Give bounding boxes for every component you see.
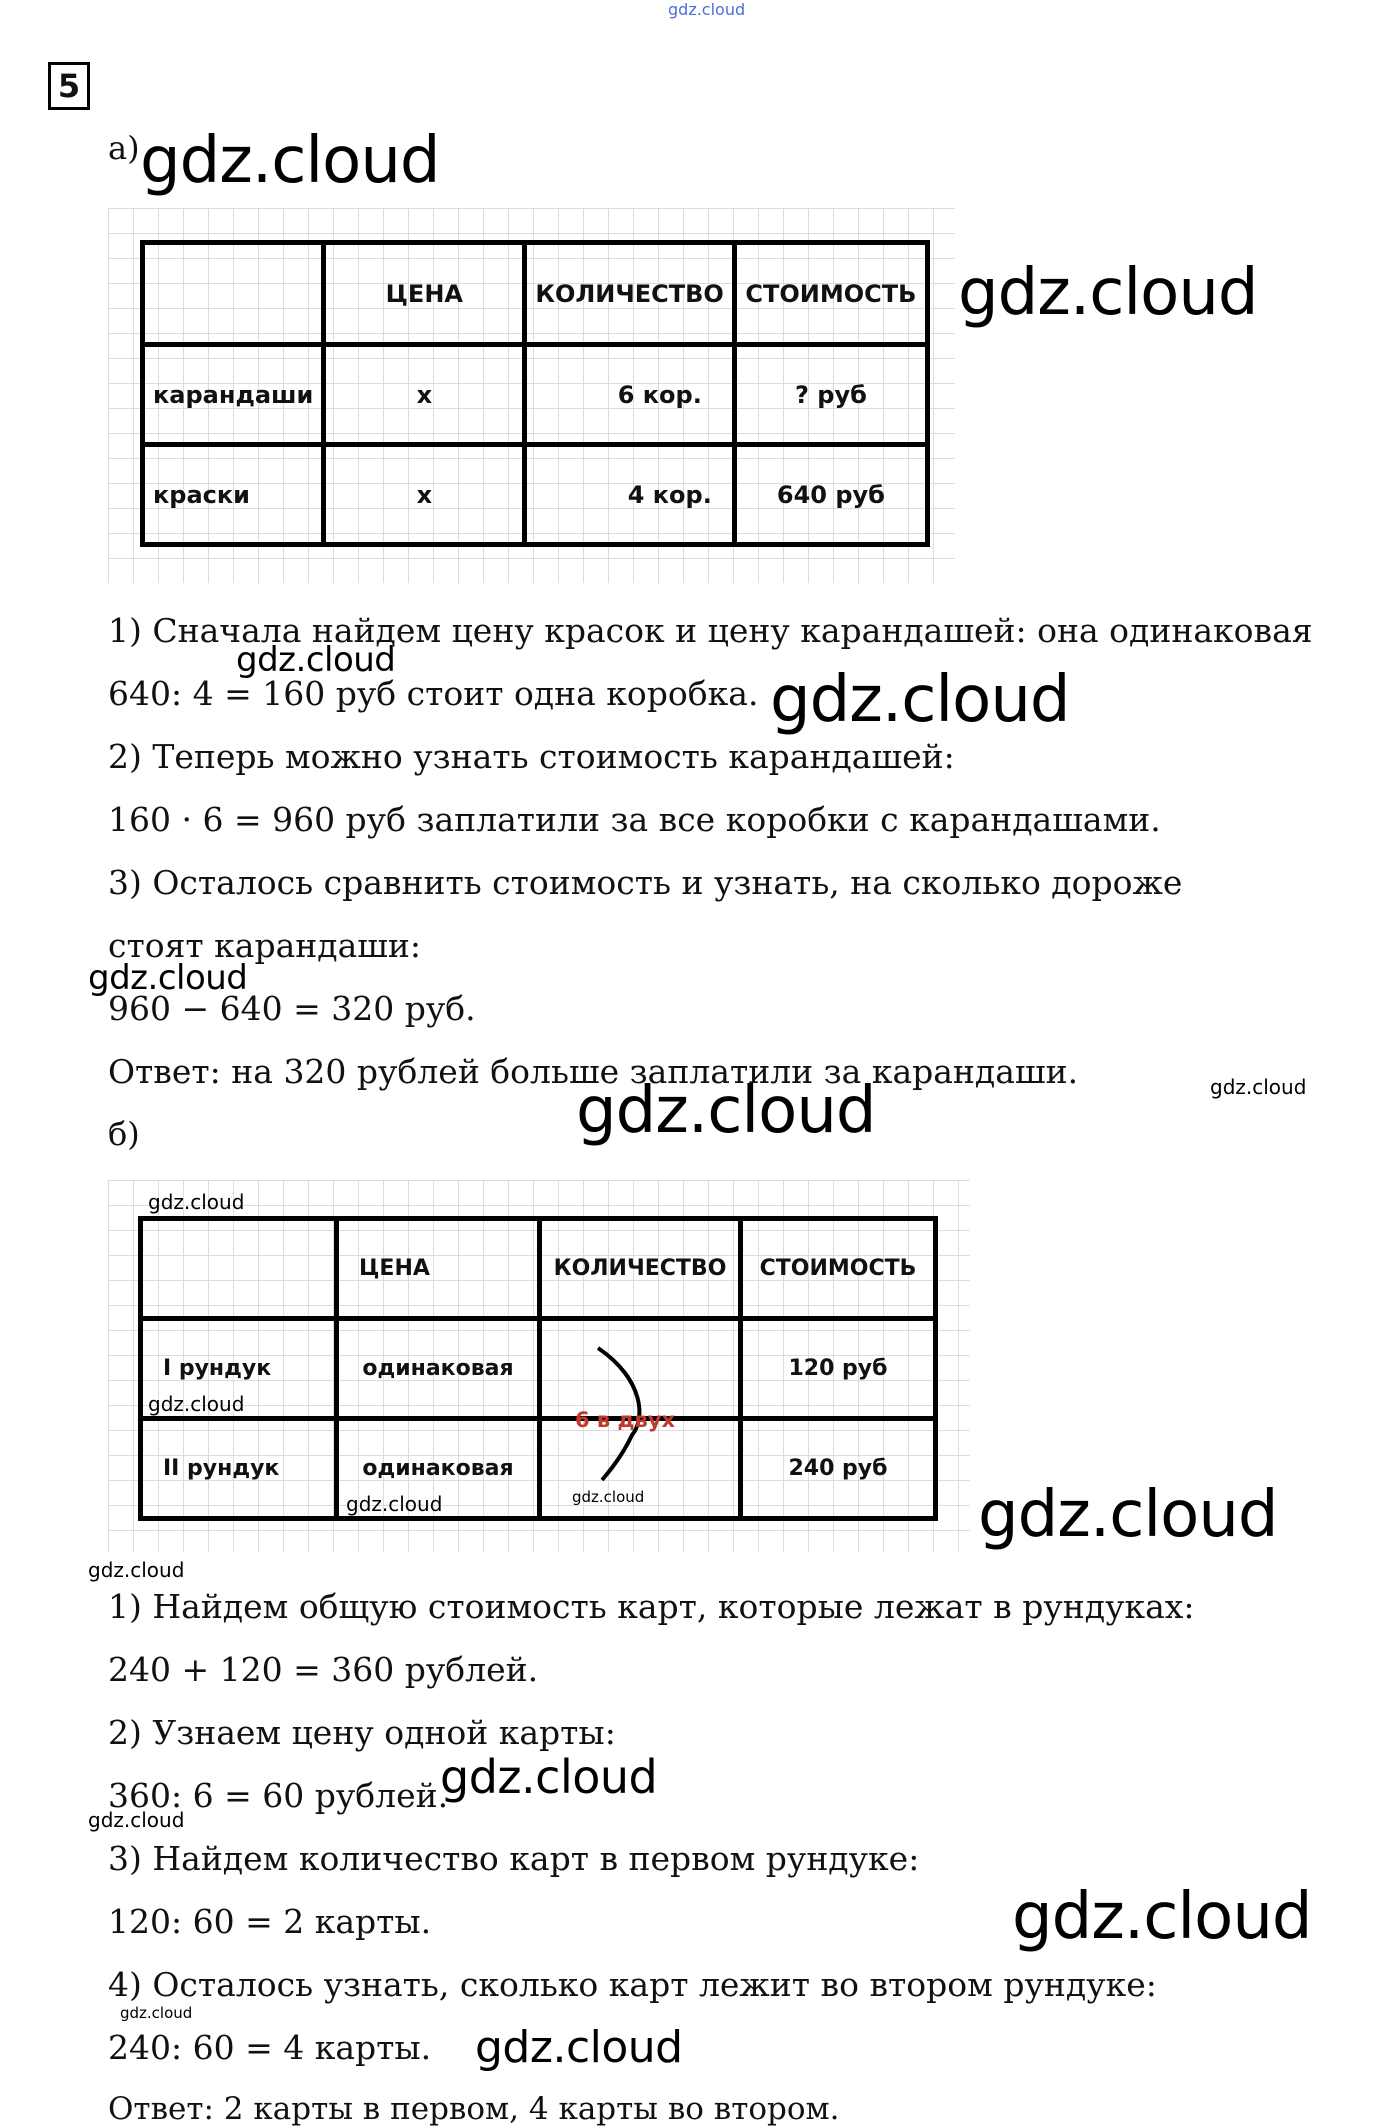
table-b-header-empty: [141, 1219, 337, 1319]
watermark: gdz.cloud: [572, 1488, 645, 1506]
watermark: gdz.cloud: [978, 1478, 1278, 1552]
watermark: gdz.cloud: [148, 1392, 245, 1416]
table-row: [141, 1419, 936, 1519]
table-b-cell: одинаковая: [337, 1419, 540, 1519]
part-a-label: а): [108, 129, 140, 167]
table-b-header-price: ЦЕНА: [337, 1219, 540, 1319]
solution-b-line-3: 2) Узнаем цену одной карты:: [108, 1713, 616, 1752]
solution-a-line-1: 1) Сначала найдем цену красок и цену карандашей: она одинаковая: [108, 611, 1313, 650]
watermark: gdz.cloud: [1210, 1075, 1307, 1099]
solution-a-line-7: 960 − 640 = 320 руб.: [108, 989, 476, 1028]
task-number-box: 5: [48, 62, 90, 110]
table-a-cell: 6 кор.: [525, 345, 735, 445]
solution-b-line-8: 240: 60 = 4 карты.: [108, 2028, 432, 2067]
watermark: gdz.cloud: [576, 1074, 876, 1148]
table-a-cell: краски: [143, 445, 324, 545]
table-a-cell: х: [324, 445, 525, 545]
table-a-header-price: ЦЕНА: [324, 243, 525, 345]
table-a-cell: 4 кор.: [525, 445, 735, 545]
table-b-cell: 240 руб: [741, 1419, 936, 1519]
table-a-header-cost: СТОИМОСТЬ: [734, 243, 927, 345]
watermark: gdz.cloud: [1012, 1880, 1312, 1954]
watermark: gdz.cloud: [770, 663, 1070, 737]
watermark: gdz.cloud: [148, 1190, 245, 1214]
table-b-header-cost: СТОИМОСТЬ: [741, 1219, 936, 1319]
solution-b-line-1: 1) Найдем общую стоимость карт, которые лежат в рундуках:: [108, 1587, 1195, 1626]
table-a-cell: карандаши: [143, 345, 324, 445]
watermark: gdz.cloud: [140, 124, 440, 198]
watermark: gdz.cloud: [346, 1492, 443, 1516]
watermark: gdz.cloud: [440, 1750, 658, 1804]
watermark: gdz.cloud: [958, 256, 1258, 330]
brace-note: 6 в двух: [575, 1408, 676, 1432]
table-a-cell: ? руб: [734, 345, 927, 445]
solution-a-line-2: 640: 4 = 160 руб стоит одна коробка.: [108, 674, 759, 713]
solution-b-line-2: 240 + 120 = 360 рублей.: [108, 1650, 539, 1689]
watermark: gdz.cloud: [88, 1808, 185, 1832]
watermark: gdz.cloud: [88, 958, 248, 998]
table-b-cell: одинаковая: [337, 1319, 540, 1419]
watermark-top: gdz.cloud: [668, 0, 746, 19]
solution-a-line-3: 2) Теперь можно узнать стоимость карандашей:: [108, 737, 955, 776]
solution-b-line-4: 360: 6 = 60 рублей.: [108, 1776, 449, 1815]
solution-b-answer: Ответ: 2 карты в первом, 4 карты во втором.: [108, 2091, 840, 2127]
table-a-cell: х: [324, 345, 525, 445]
table-b-cell: 120 руб: [741, 1319, 936, 1419]
solution-b-line-7: 4) Осталось узнать, сколько карт лежит во втором рундуке:: [108, 1965, 1157, 2004]
table-b: [138, 1216, 938, 1521]
table-a-cell: 640 руб: [734, 445, 927, 545]
solution-a-answer: Ответ: на 320 рублей больше заплатили за карандаши.: [108, 1052, 1079, 1091]
watermark: gdz.cloud: [120, 2004, 193, 2022]
table-b-header-quantity: КОЛИЧЕСТВО: [540, 1219, 741, 1319]
table-row: [143, 345, 928, 445]
solution-a-line-6: стоят карандаши:: [108, 926, 422, 965]
table-b-cell: II рундук: [141, 1419, 337, 1519]
table-b-cell: I рундук: [141, 1319, 337, 1419]
table-a: [140, 240, 930, 547]
solution-a-line-4: 160 · 6 = 960 руб заплатили за все коробки с карандашами.: [108, 800, 1161, 839]
solution-a-line-5: 3) Осталось сравнить стоимость и узнать, на сколько дороже: [108, 863, 1183, 902]
table-row: [141, 1319, 936, 1419]
watermark: gdz.cloud: [88, 1558, 185, 1582]
table-row: [143, 445, 928, 545]
solution-b-line-6: 120: 60 = 2 карты.: [108, 1902, 432, 1941]
table-a-header-quantity: КОЛИЧЕСТВО: [525, 243, 735, 345]
watermark: gdz.cloud: [475, 2022, 683, 2073]
table-a-header-empty: [143, 243, 324, 345]
watermark: gdz.cloud: [236, 640, 396, 680]
solution-b-line-5: 3) Найдем количество карт в первом рундуке:: [108, 1839, 920, 1878]
part-b-label: б): [108, 1115, 140, 1153]
